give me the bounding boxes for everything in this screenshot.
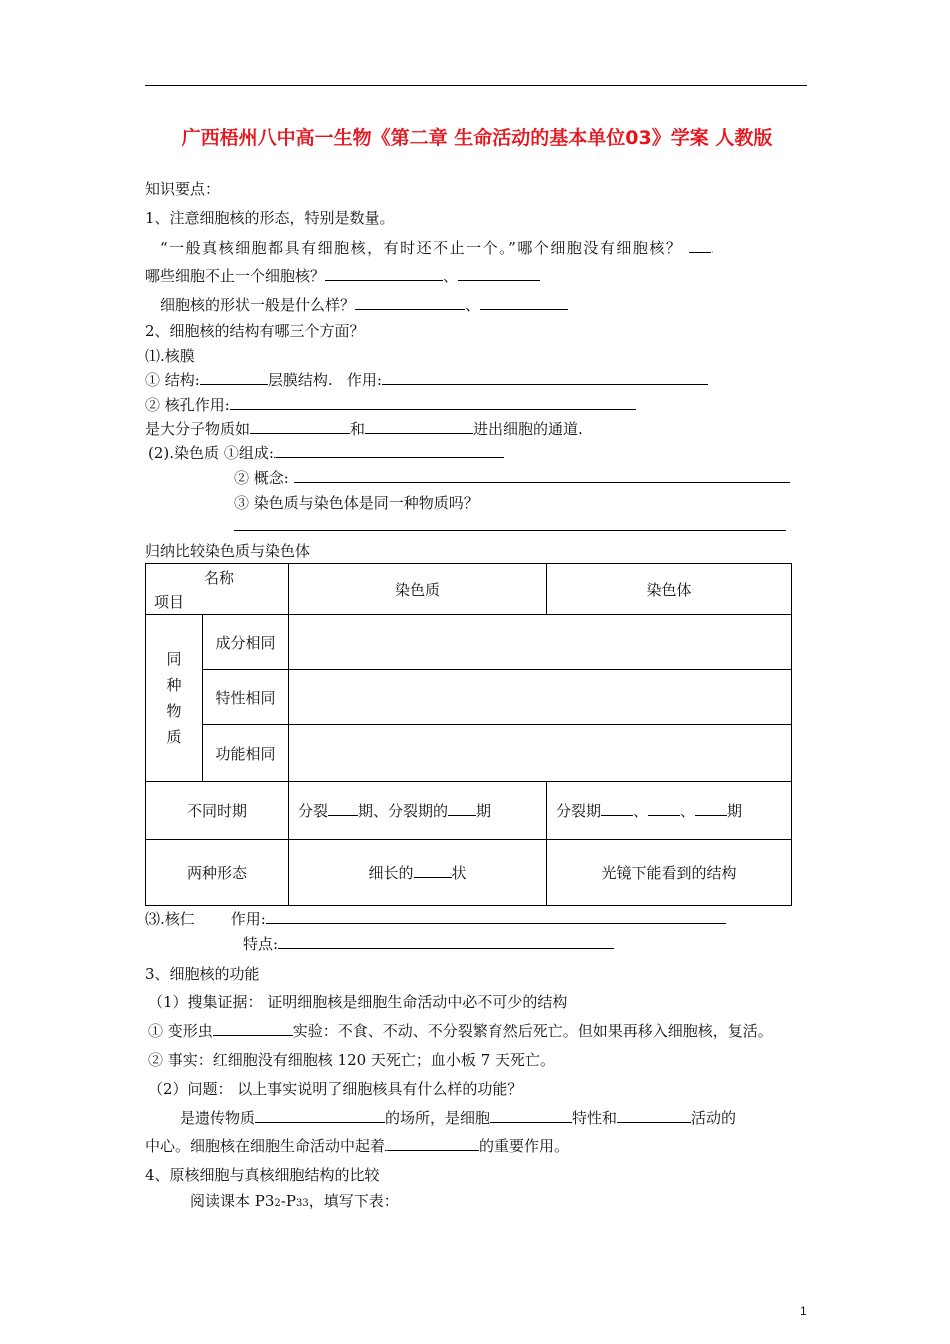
cell-period-chromosome: 分裂期 、 、 期 — [547, 782, 792, 840]
table-corner — [146, 564, 289, 615]
fact-line: ② 事实：红细胞没有细胞核 120 天死亡；血小板 7 天死亡。 — [148, 1051, 556, 1069]
blank-membrane-function[interactable] — [382, 370, 708, 385]
document-title: 广西梧州八中高一生物《第二章 生命活动的基本单位03》学案 人教版 — [181, 127, 773, 149]
blank-layers[interactable] — [200, 370, 268, 385]
composition-label: ①组成: — [223, 444, 274, 462]
membrane-structure — [145, 370, 708, 390]
blank-macro-1[interactable] — [250, 419, 350, 434]
section-1-q2 — [145, 266, 540, 286]
blank-concept[interactable] — [294, 468, 790, 483]
nucleolus-function-line — [145, 909, 726, 929]
blank-activity[interactable] — [617, 1108, 691, 1123]
macro-text-b: 和 — [350, 420, 366, 438]
separator: 、 — [465, 296, 481, 314]
row-forms: 两种形态 — [146, 840, 289, 906]
cell-property-answer[interactable] — [289, 670, 792, 725]
macro-line — [145, 419, 583, 439]
nucleolus-function-label: 作用: — [230, 910, 266, 928]
nucleolus-feature-line — [243, 934, 614, 954]
function-label: 作用: — [346, 371, 382, 389]
answer-line-same[interactable] — [234, 530, 786, 531]
nucleolus-feature-label: 特点: — [243, 935, 279, 953]
blank-genetic-material[interactable] — [255, 1108, 385, 1123]
blank-shape-2[interactable] — [480, 295, 568, 310]
nucleolus-label: ⑶.核仁 — [145, 910, 195, 928]
evidence-line: （1）搜集证据： 证明细胞核是细胞生命活动中必不可少的结构 — [148, 993, 568, 1011]
pore-line — [145, 395, 636, 415]
corner-bottom-label: 项目 — [154, 593, 185, 611]
cell-function-answer[interactable] — [289, 725, 792, 782]
concept-label: ② 概念: — [234, 469, 289, 487]
chromatin-line — [148, 443, 504, 463]
page-number: 1 — [800, 1304, 807, 1318]
blank-period-1[interactable] — [328, 801, 358, 816]
blank-phase-2[interactable] — [648, 801, 680, 816]
cell-period-chromatin: 分裂 期、分裂期的 期 — [289, 782, 547, 840]
blank-amoeba[interactable] — [213, 1021, 293, 1036]
question-line: （2）问题： 以上事实说明了细胞核具有什么样的功能？ — [148, 1080, 523, 1098]
mark-dot: . — [710, 243, 716, 256]
same-substance-question: ③ 染色质与染色体是同一种物质吗？ — [234, 494, 479, 512]
structure-label: ① 结构: — [145, 371, 200, 389]
pore-label: ② 核孔作用: — [145, 396, 230, 414]
row-function: 功能相同 — [203, 725, 289, 782]
quote-text: “一般真核细胞都具有细胞核，有时还不止一个。”哪个细胞没有细胞核？ — [160, 239, 683, 257]
blank-composition[interactable]: . — [274, 443, 504, 458]
comparison-table — [145, 563, 792, 906]
header-rule — [145, 85, 807, 86]
blank-form[interactable] — [414, 863, 452, 878]
blank-period-2[interactable] — [448, 801, 476, 816]
row-property: 特性相同 — [203, 670, 289, 725]
row-composition: 成分相同 — [203, 615, 289, 670]
blank-nucleolus-feature[interactable] — [278, 934, 614, 949]
layers-text: 层膜结构. — [267, 371, 333, 389]
blank-multi-nucleus-2[interactable] — [458, 266, 540, 281]
header-chromatin: 染色质 — [289, 564, 547, 615]
chromatin-label: (2).染色质 — [148, 444, 220, 462]
blank-no-nucleus[interactable] — [689, 238, 711, 253]
section-3-heading: 3、细胞核的功能 — [145, 965, 260, 983]
cell-form-chromatin: 细长的 状 — [289, 840, 547, 906]
cell-composition-answer[interactable] — [289, 615, 792, 670]
section-2-heading: 2、细胞核的结构有哪三个方面？ — [145, 322, 365, 340]
blank-nucleolus-function[interactable] — [266, 909, 726, 924]
answer-line-1: 是遗传物质 的场所，是细胞 特性和 活动的 — [180, 1109, 737, 1127]
membrane-label: ⑴.核膜 — [145, 347, 195, 365]
section-1-quote — [160, 238, 716, 260]
header-chromosome: 染色体 — [547, 564, 792, 615]
section-1-q3 — [160, 295, 568, 315]
amoeba-text: 实验：不食、不动、不分裂繁育然后死亡。但如果再移入细胞核，复活。 — [292, 1022, 773, 1040]
corner-top-label: 名称 — [204, 569, 235, 587]
reading-line: 阅读课本 P32-P33，填写下表： — [190, 1192, 399, 1210]
blank-multi-nucleus-1[interactable] — [325, 266, 443, 281]
q3-text: 细胞核的形状一般是什么样？ — [160, 296, 356, 314]
macro-text-a: 是大分子物质如 — [145, 420, 251, 438]
macro-text-c: 进出细胞的通道. — [473, 420, 583, 438]
section-4-heading: 4、原核细胞与真核细胞结构的比较 — [145, 1166, 380, 1184]
compare-title: 归纳比较染色质与染色体 — [145, 542, 311, 560]
separator: 、 — [443, 267, 459, 285]
blank-macro-2[interactable] — [365, 419, 473, 434]
cell-form-chromosome: 光镜下能看到的结构 — [547, 840, 792, 906]
row-period: 不同时期 — [146, 782, 289, 840]
answer-line-2: 中心。细胞核在细胞生命活动中起着. 的重要作用。 — [145, 1137, 570, 1155]
blank-cell-property[interactable] — [490, 1108, 572, 1123]
group-same-substance: 同 种 物 质 — [146, 615, 203, 782]
blank-phase-3[interactable] — [695, 801, 727, 816]
blank-phase-1[interactable] — [601, 801, 633, 816]
section-1-heading: 1、注意细胞核的形态，特别是数量。 — [145, 209, 395, 227]
blank-role[interactable]: . — [385, 1136, 479, 1151]
amoeba-label: ① 变形虫 — [148, 1022, 213, 1040]
concept-line — [234, 468, 790, 488]
blank-pore-function[interactable] — [230, 395, 636, 410]
knowledge-heading: 知识要点： — [145, 180, 221, 198]
blank-shape-1[interactable] — [355, 295, 465, 310]
amoeba-line — [148, 1021, 773, 1041]
q2-text: 哪些细胞不止一个细胞核？ — [145, 267, 326, 285]
